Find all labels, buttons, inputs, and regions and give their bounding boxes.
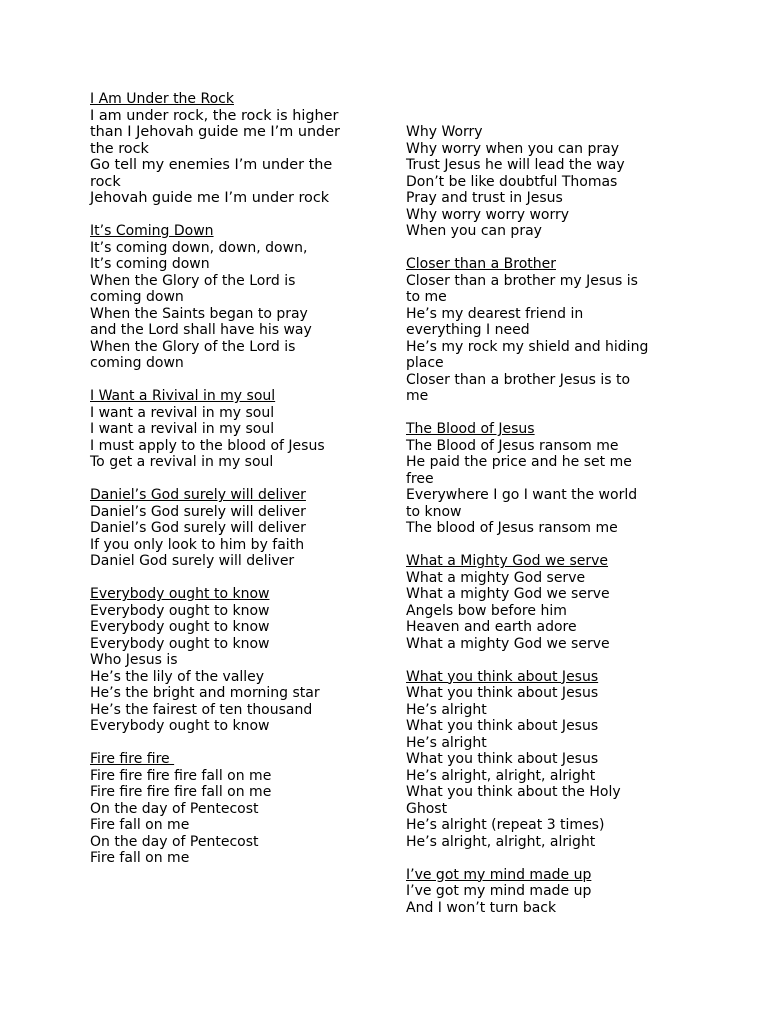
song-what-a-mighty-god-we-serve <box>406 553 696 652</box>
lyric-line: What you think about Jesus <box>406 685 599 701</box>
lyric-line: Pray and trust in Jesus <box>406 190 563 206</box>
lyric-line: I’ve got my mind made up <box>406 883 592 899</box>
lyric-line: Who Jesus is <box>90 652 178 668</box>
song-title: Fire fire fire <box>90 751 175 767</box>
lyric-line: I am under rock, the rock is higher <box>90 107 339 124</box>
lyric-line: What a mighty God we serve <box>406 586 610 602</box>
lyric-line: Fire fire fire fire fall on me <box>90 784 272 800</box>
lyric-line: I want a revival in my soul <box>90 404 275 421</box>
lyric-line: Everywhere I go I want the world <box>406 487 638 503</box>
song-daniel-s-god-surely-will-deliver <box>90 487 380 570</box>
song-title: What a Mighty God we serve <box>406 553 609 569</box>
lyric-line: He’s the lily of the valley <box>90 668 265 685</box>
song-title: It’s Coming Down <box>90 223 214 239</box>
lyric-line: I want a revival in my soul <box>90 421 275 437</box>
lyric-line: to me <box>406 289 447 305</box>
lyric-line: Why worry when you can pray <box>406 140 620 157</box>
lyric-line: He’s my rock my shield and hiding <box>406 338 649 355</box>
lyric-line: He’s alright, alright, alright <box>406 767 596 784</box>
lyric-line: Daniel God surely will deliver <box>90 553 295 569</box>
lyric-line: Fire fire fire fire fall on me <box>90 767 272 784</box>
lyric-line: me <box>406 388 429 404</box>
right-column <box>406 0 696 933</box>
lyric-line: What you think about the Holy <box>406 784 621 800</box>
lyric-line: He’s alright (repeat 3 times) <box>406 817 605 833</box>
song-title: Daniel’s God surely will deliver <box>90 487 306 503</box>
lyric-line: Everybody ought to know <box>90 635 270 652</box>
lyric-line: the rock <box>90 140 149 157</box>
lyric-line: When you can pray <box>406 223 542 239</box>
lyric-line: Why worry worry worry <box>406 206 570 223</box>
lyric-line: He’s alright <box>406 734 487 751</box>
song-what-you-think-about-jesus <box>406 669 696 851</box>
lyric-line: When the Saints began to pray <box>90 305 308 322</box>
lyric-line: Angels bow before him <box>406 602 567 619</box>
song-it-s-coming-down <box>90 223 380 372</box>
lyric-line: Fire fall on me <box>90 817 190 833</box>
lyric-line: Closer than a brother Jesus is to <box>406 371 631 388</box>
lyric-line: He’s the bright and morning star <box>90 685 320 701</box>
lyric-line: To get a revival in my soul <box>90 454 274 470</box>
song-title: I’ve got my mind made up <box>406 866 592 883</box>
lyric-line: It’s coming down, down, down, <box>90 239 308 256</box>
song-title: I Am Under the Rock <box>90 91 234 107</box>
lyric-line: He’s the fairest of ten thousand <box>90 701 313 718</box>
song-i-want-a-rivival-in-my-soul <box>90 388 380 471</box>
lyric-line: If you only look to him by faith <box>90 536 305 553</box>
lyric-line: The Blood of Jesus ransom me <box>406 437 619 454</box>
lyric-line: He’s alright <box>406 701 487 718</box>
song-everybody-ought-to-know <box>90 586 380 735</box>
lyric-line: Fire fall on me <box>90 850 190 866</box>
lyric-line: Everybody ought to know <box>90 718 270 734</box>
lyric-line: than I Jehovah guide me I’m under <box>90 124 340 140</box>
lyric-line: What you think about Jesus <box>406 751 599 767</box>
lyric-line: Daniel’s God surely will deliver <box>90 520 306 536</box>
lyric-line: Jehovah guide me I’m under rock <box>90 190 330 206</box>
song-title: The Blood of Jesus <box>406 421 535 437</box>
lyric-line: Daniel’s God surely will deliver <box>90 503 306 520</box>
lyric-line: I must apply to the blood of Jesus <box>90 437 325 454</box>
song-title: Why Worry <box>406 124 483 140</box>
lyric-line: Everybody ought to know <box>90 602 270 619</box>
lyric-line: He paid the price and he set me <box>406 454 632 470</box>
lyric-line: Everybody ought to know <box>90 619 270 635</box>
lyric-line: What a mighty God serve <box>406 569 586 586</box>
song-title: What you think about Jesus <box>406 668 599 685</box>
lyric-line: and the Lord shall have his way <box>90 322 312 338</box>
song-title: I Want a Rivival in my soul <box>90 388 276 404</box>
lyric-line: When the Glory of the Lord is <box>90 272 296 289</box>
lyric-line: Closer than a brother my Jesus is <box>406 272 638 289</box>
song-fire-fire-fire <box>90 751 380 867</box>
lyric-line: place <box>406 355 444 371</box>
lyric-line: On the day of Pentecost <box>90 800 259 817</box>
lyric-line: everything I need <box>406 322 530 338</box>
left-column <box>90 0 380 883</box>
lyric-line: Go tell my enemies I’m under the <box>90 157 333 173</box>
lyric-line: What a mighty God we serve <box>406 635 610 652</box>
lyric-line: When the Glory of the Lord is <box>90 338 296 355</box>
lyric-line: It’s coming down <box>90 256 210 272</box>
lyric-line: Heaven and earth adore <box>406 619 577 635</box>
song-i-ve-got-my-mind-made-up <box>406 867 696 917</box>
lyric-line: What you think about Jesus <box>406 718 599 734</box>
lyric-line: On the day of Pentecost <box>90 833 259 850</box>
lyric-line: He’s alright, alright, alright <box>406 833 596 850</box>
lyric-line: free <box>406 470 434 487</box>
lyric-line: Ghost <box>406 800 448 817</box>
song-title: Everybody ought to know <box>90 586 270 602</box>
lyric-line: rock <box>90 173 121 190</box>
song-the-blood-of-jesus <box>406 421 696 537</box>
lyric-line: He’s my dearest friend in <box>406 305 584 322</box>
lyric-line: Trust Jesus he will lead the way <box>406 157 625 173</box>
lyric-line: And I won’t turn back <box>406 899 557 916</box>
lyric-line: coming down <box>90 355 184 371</box>
lyric-line: to know <box>406 503 462 520</box>
song-why-worry <box>406 124 696 240</box>
lyric-line: coming down <box>90 289 184 305</box>
lyric-line: The blood of Jesus ransom me <box>406 520 618 536</box>
song-closer-than-a-brother <box>406 256 696 405</box>
song-title: Closer than a Brother <box>406 256 556 272</box>
song-i-am-under-the-rock <box>90 91 380 207</box>
lyric-line: Don’t be like doubtful Thomas <box>406 173 618 190</box>
